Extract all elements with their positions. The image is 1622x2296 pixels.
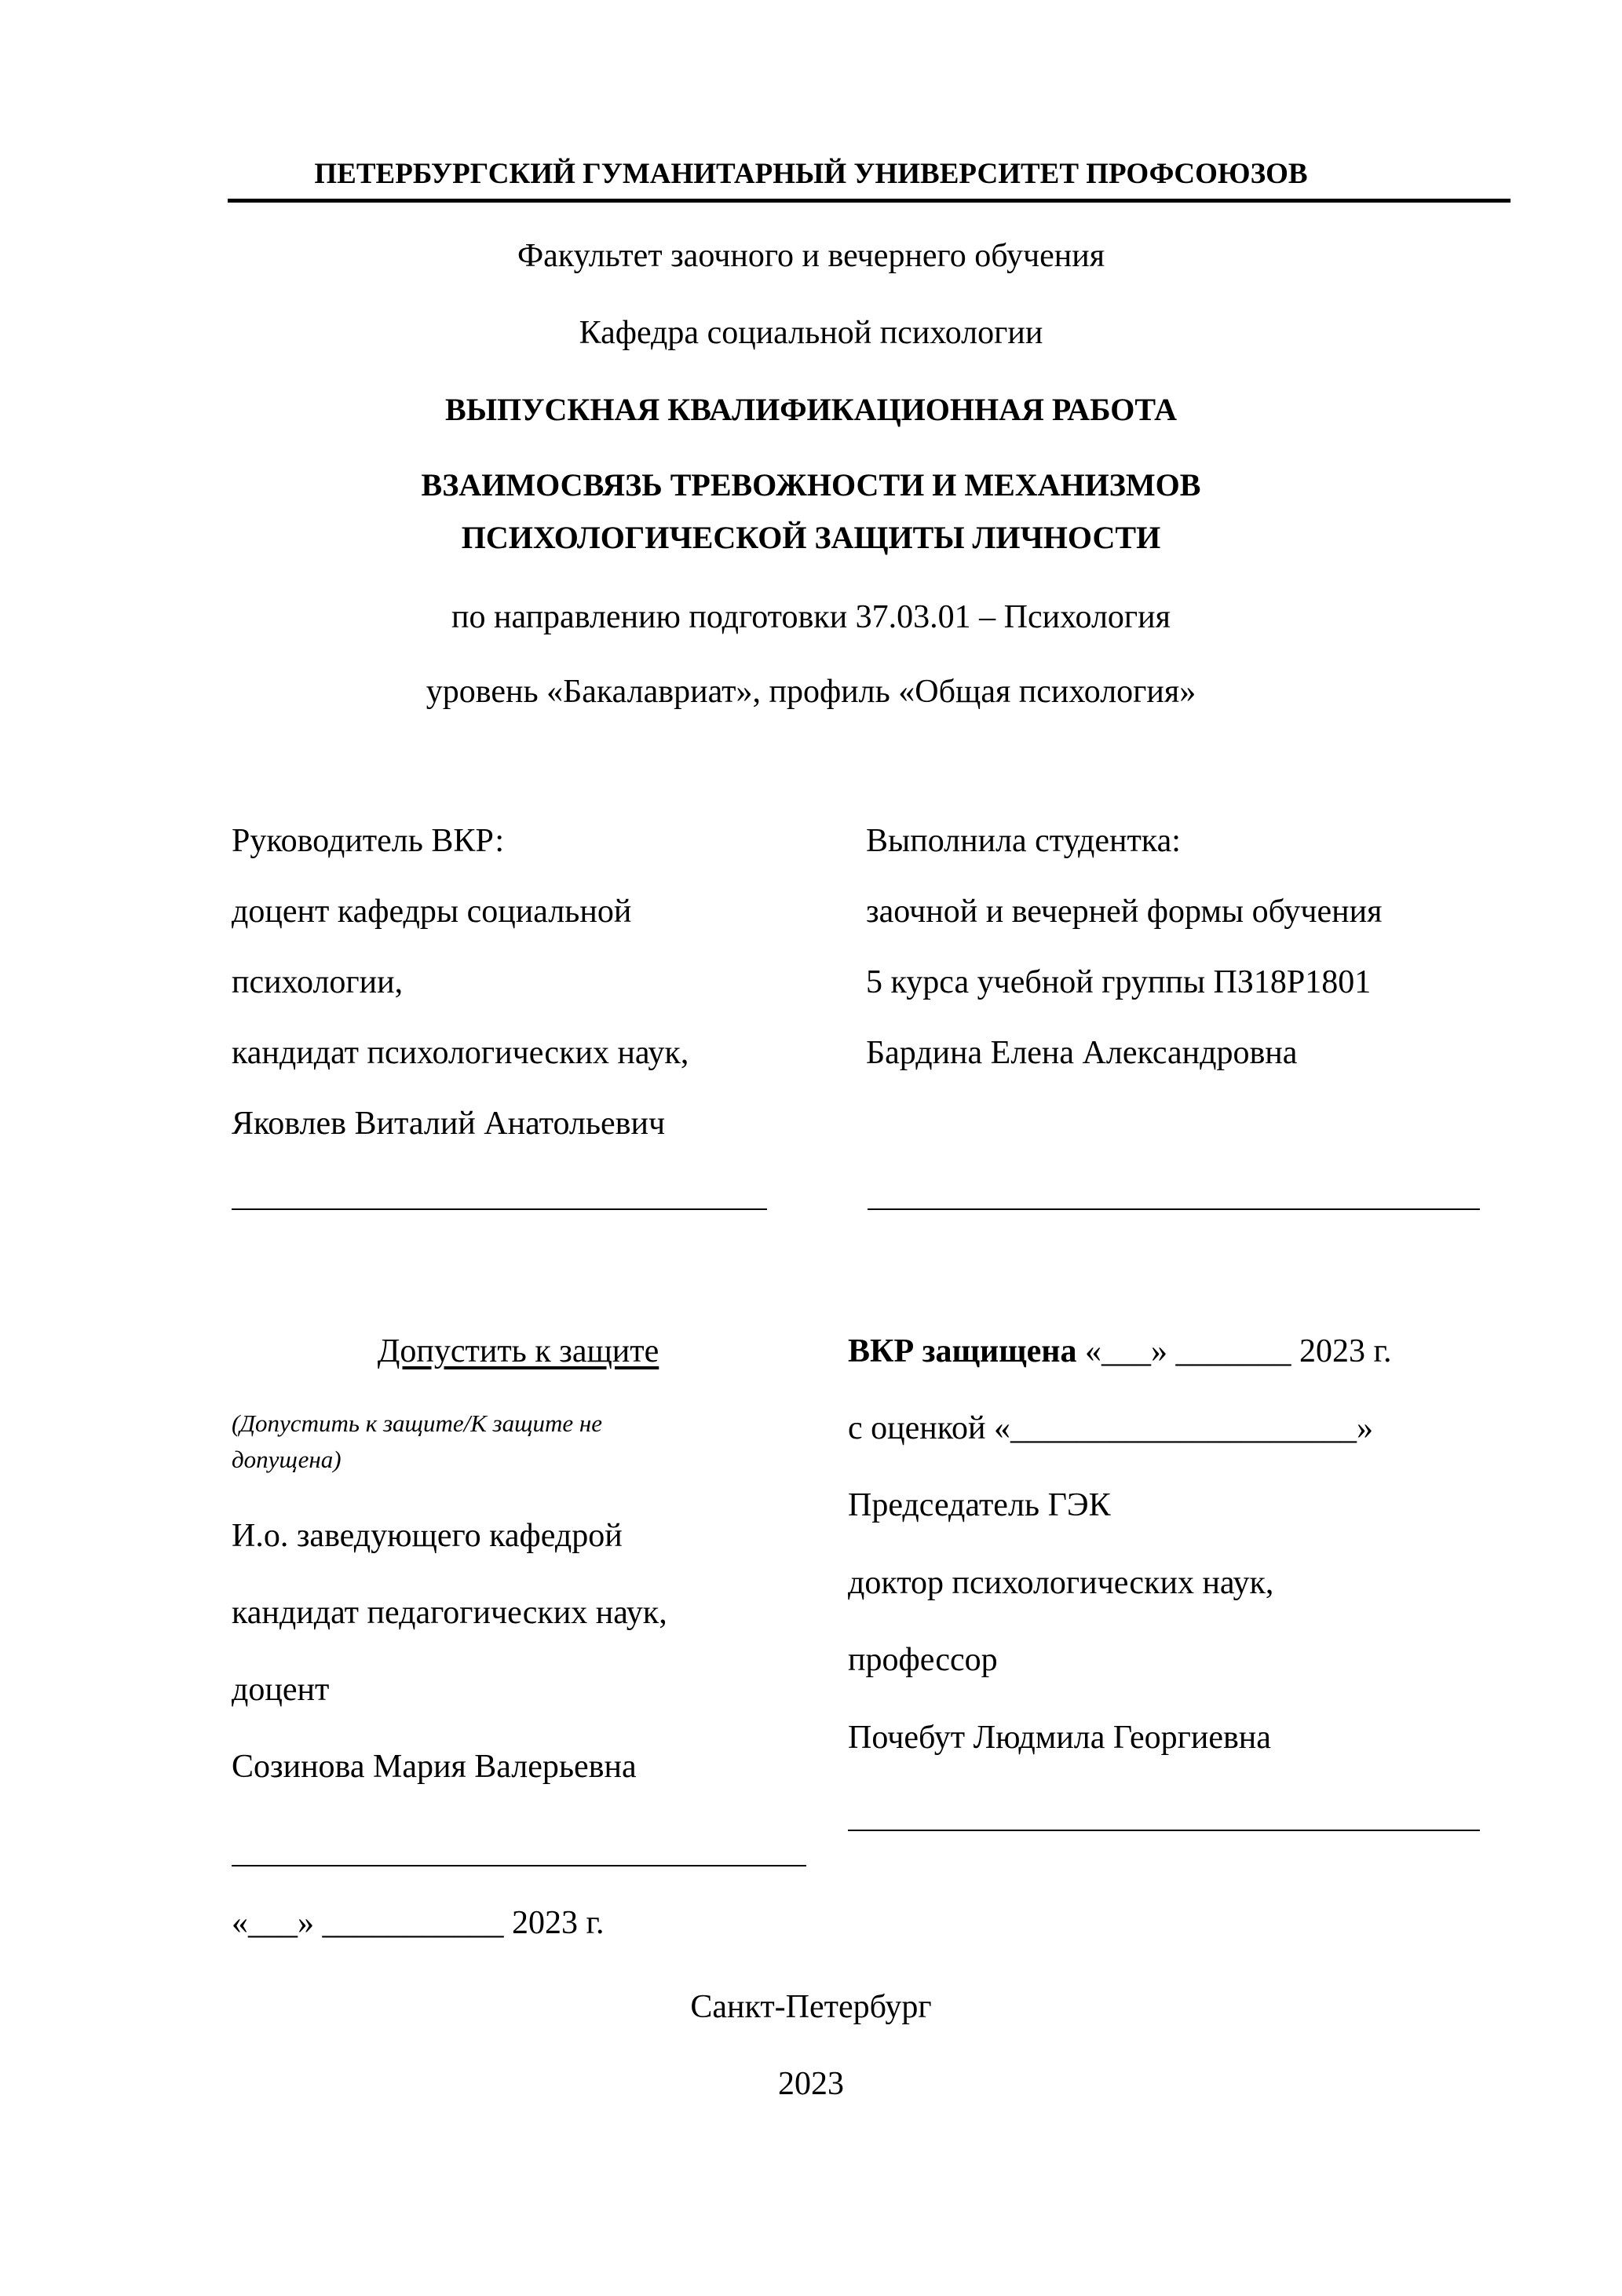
chair-signature-line	[848, 1830, 1480, 1831]
chair-line: Председатель ГЭК	[848, 1487, 1111, 1523]
supervisor-name: Яковлев Виталий Анатольевич	[232, 1106, 666, 1142]
chair-line: доктор психологических наук,	[848, 1565, 1274, 1601]
supervisor-line: психологии,	[232, 964, 404, 1000]
admission-date: «___» ___________ 2023 г.	[232, 1905, 605, 1941]
defense-grade: с оценкой «_____________________»	[848, 1410, 1373, 1446]
defense-status-label: ВКР защищена	[848, 1333, 1077, 1369]
defense-date: «___» _______ 2023 г.	[1076, 1333, 1392, 1369]
head-signature-line	[232, 1865, 806, 1866]
city: Санкт-Петербург	[690, 1989, 932, 2025]
admission-note-line-2: допущена)	[232, 1446, 342, 1473]
student-name: Бардина Елена Александровна	[866, 1035, 1298, 1071]
student-line: 5 курса учебной группы ПЗ18Р1801	[866, 964, 1372, 1000]
year: 2023	[778, 2066, 844, 2102]
head-line: И.о. заведующего кафедрой	[232, 1518, 623, 1554]
direction: по направлению подготовки 37.03.01 – Психология	[451, 599, 1171, 635]
student-line: заочной и вечерней формы обучения	[866, 894, 1383, 930]
admission-note-line-1: (Допустить к защите/К защите не	[232, 1409, 603, 1437]
work-title-line-2: ПСИХОЛОГИЧЕСКОЙ ЗАЩИТЫ ЛИЧНОСТИ	[461, 520, 1161, 555]
student-label: Выполнила студентка:	[866, 823, 1181, 859]
student-signature-line	[868, 1208, 1480, 1210]
head-name: Созинова Мария Валерьевна	[232, 1749, 637, 1785]
level-profile: уровень «Бакалавриат», профиль «Общая психология»	[426, 674, 1196, 710]
chair-name: Почебут Людмила Георгиевна	[848, 1720, 1271, 1756]
head-line: доцент	[232, 1672, 330, 1708]
faculty-name: Факультет заочного и вечернего обучения	[517, 238, 1105, 274]
defense-status	[848, 1335, 1391, 1368]
header-rule	[228, 199, 1511, 203]
work-title-line-1: ВЗАИМОСВЯЗЬ ТРЕВОЖНОСТИ И МЕХАНИЗМОВ	[421, 467, 1201, 503]
supervisor-line: доцент кафедры социальной	[232, 894, 632, 930]
supervisor-signature-line	[232, 1208, 767, 1210]
work-type: ВЫПУСКНАЯ КВАЛИФИКАЦИОННАЯ РАБОТА	[445, 392, 1177, 427]
admission-decision: Допустить к защите	[377, 1333, 659, 1369]
university-name: ПЕТЕРБУРГСКИЙ ГУМАНИТАРНЫЙ УНИВЕРСИТЕТ ПРОФСОЮЗОВ	[314, 158, 1308, 190]
chair-line: профессор	[848, 1642, 998, 1678]
department-name: Кафедра социальной психологии	[579, 315, 1043, 351]
supervisor-label: Руководитель ВКР:	[232, 823, 505, 859]
head-line: кандидат педагогических наук,	[232, 1595, 667, 1631]
supervisor-line: кандидат психологических наук,	[232, 1035, 689, 1071]
